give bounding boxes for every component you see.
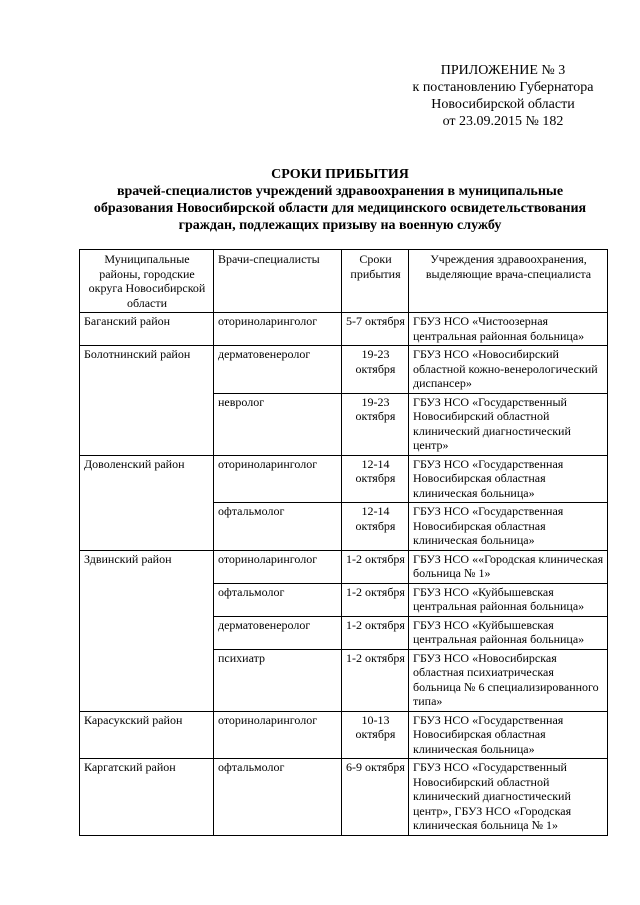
table-row [80,346,608,394]
specialist-cell: офтальмолог [214,759,342,836]
specialist-cell: дерматовенеролог [214,346,342,394]
specialist-cell: дерматовенеролог [214,616,342,649]
title-main: СРОКИ ПРИБЫТИЯ [271,167,409,182]
header-institution: Учреждения здравоохранения, выделяющие врача-специалиста [409,250,608,313]
table-row [80,711,608,759]
table-header-row [80,250,608,313]
dates-cell: 1-2 октября [342,583,409,616]
dates-cell: 6-9 октября [342,759,409,836]
table-body [80,313,608,836]
header-dates: Сроки прибытия [342,250,409,313]
dates-cell: 12-14 октября [342,503,409,551]
dates-cell: 1-2 октября [342,649,409,711]
dates-cell: 10-13 октября [342,711,409,759]
specialist-cell: оториноларинголог [214,455,342,503]
appendix-region: Новосибирской области [431,97,575,112]
institution-cell: ГБУЗ НСО «Куйбышевская центральная районная больница» [409,616,608,649]
dates-cell: 1-2 октября [342,550,409,583]
institution-cell: ГБУЗ НСО «Государственная Новосибирская областная клиническая больница» [409,455,608,503]
dates-cell: 19-23 октября [342,393,409,455]
appendix-resolution: к постановлению Губернатора [412,80,594,95]
appendix-header [400,62,606,130]
dates-cell: 12-14 октября [342,455,409,503]
institution-cell: ГБУЗ НСО «Куйбышевская центральная районная больница» [409,583,608,616]
appendix-date: от 23.09.2015 № 182 [442,114,564,129]
specialist-cell: оториноларинголог [214,711,342,759]
table-row [80,759,608,836]
institution-cell: ГБУЗ НСО «Государственный Новосибирский областной клинический диагностический центр», ГБУЗ НСО «Городская клиническая больница № 1» [409,759,608,836]
table-row [80,550,608,583]
document-title [70,166,610,234]
institution-cell: ГБУЗ НСО «Государственная Новосибирская областная клиническая больница» [409,503,608,551]
district-cell: Баганский район [80,313,214,346]
district-cell: Здвинский район [80,550,214,711]
specialist-cell: офтальмолог [214,503,342,551]
district-cell: Каргатский район [80,759,214,836]
appendix-number: ПРИЛОЖЕНИЕ № 3 [440,63,566,78]
specialist-cell: психиатр [214,649,342,711]
institution-cell: ГБУЗ НСО «Государственная Новосибирская областная клиническая больница» [409,711,608,759]
specialist-cell: невролог [214,393,342,455]
institution-cell: ГБУЗ НСО «Государственный Новосибирский областной клинический диагностический центр» [409,393,608,455]
specialist-cell: офтальмолог [214,583,342,616]
title-subtitle-1: врачей-специалистов учреждений здравоохранения в муниципальные [116,184,564,199]
institution-cell: ГБУЗ НСО ««Городская клиническая больница № 1» [409,550,608,583]
header-district: Муниципальные районы, городские округа Новосибирской области [80,250,214,313]
institution-cell: ГБУЗ НСО «Чистоозерная центральная районная больница» [409,313,608,346]
district-cell: Болотнинский район [80,346,214,456]
institution-cell: ГБУЗ НСО «Новосибирская областная психиатрическая больница № 6 специализированного типа» [409,649,608,711]
table-row [80,455,608,503]
title-subtitle-2: образования Новосибирской области для медицинского освидетельствования [93,201,587,216]
dates-cell: 5-7 октября [342,313,409,346]
district-cell: Карасукский район [80,711,214,759]
header-specialist: Врачи-специалисты [214,250,342,313]
institution-cell: ГБУЗ НСО «Новосибирский областной кожно-венерологический диспансер» [409,346,608,394]
specialist-cell: оториноларинголог [214,550,342,583]
title-subtitle-3: граждан, подлежащих призыву на военную службу [178,218,502,233]
schedule-table [79,249,608,836]
table-row [80,313,608,346]
district-cell: Доволенский район [80,455,214,550]
dates-cell: 19-23 октября [342,346,409,394]
dates-cell: 1-2 октября [342,616,409,649]
specialist-cell: оториноларинголог [214,313,342,346]
